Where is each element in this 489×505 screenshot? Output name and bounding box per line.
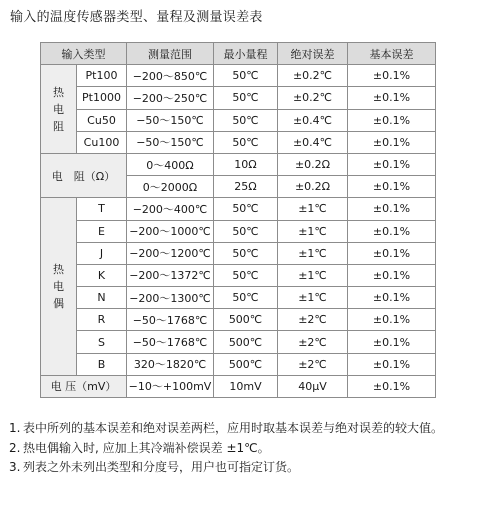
cell-range: −50～150℃ (127, 131, 214, 153)
group-label-thermocouple (41, 198, 77, 376)
cell-min-span: 10mV (214, 375, 278, 397)
cell-type: R (77, 309, 127, 331)
cell-min-span: 50℃ (214, 264, 278, 286)
cell-type: B (77, 353, 127, 375)
cell-abs-error: ±1℃ (278, 264, 348, 286)
cell-range: 0～2000Ω (127, 176, 214, 198)
cell-min-span: 10Ω (214, 153, 278, 175)
cell-basic-error: ±0.1% (348, 131, 436, 153)
group-label-resistance: 电 阻（Ω） (41, 153, 127, 197)
table-row (41, 375, 436, 397)
cell-range: −200～850℃ (127, 65, 214, 87)
header-basic-error: 基本误差 (348, 43, 436, 65)
cell-abs-error: ±0.2Ω (278, 176, 348, 198)
cell-type: J (77, 242, 127, 264)
cell-range: −50～150℃ (127, 109, 214, 131)
note-number: 1. (9, 421, 21, 435)
note-text: 表中所列的基本误差和绝对误差两栏，应用时取基本误差与绝对误差的较大值。 (23, 421, 444, 435)
cell-type: S (77, 331, 127, 353)
cell-abs-error: ±0.2℃ (278, 87, 348, 109)
cell-basic-error: ±0.1% (348, 353, 436, 375)
notes-list (9, 419, 484, 478)
cell-min-span: 500℃ (214, 331, 278, 353)
cell-abs-error: ±2℃ (278, 353, 348, 375)
cell-range: −50～1768℃ (127, 309, 214, 331)
table-row (41, 198, 436, 220)
cell-basic-error: ±0.1% (348, 264, 436, 286)
header-input-type: 输入类型 (41, 43, 127, 65)
cell-abs-error: ±2℃ (278, 331, 348, 353)
cell-basic-error: ±0.1% (348, 220, 436, 242)
table-row (41, 287, 436, 309)
cell-type: Cu50 (77, 109, 127, 131)
cell-abs-error: ±0.4℃ (278, 131, 348, 153)
table-row (41, 331, 436, 353)
cell-type: T (77, 198, 127, 220)
note-item (9, 439, 484, 459)
cell-type: K (77, 264, 127, 286)
cell-range: −50～1768℃ (127, 331, 214, 353)
cell-abs-error: ±0.4℃ (278, 109, 348, 131)
cell-range: −200～400℃ (127, 198, 214, 220)
cell-range: −10～+100mV (127, 375, 214, 397)
cell-abs-error: ±1℃ (278, 220, 348, 242)
cell-type: Pt100 (77, 65, 127, 87)
cell-min-span: 500℃ (214, 353, 278, 375)
page-title: 输入的温度传感器类型、量程及测量误差表 (10, 10, 263, 25)
cell-type: Pt1000 (77, 87, 127, 109)
cell-basic-error: ±0.1% (348, 87, 436, 109)
cell-basic-error: ±0.1% (348, 331, 436, 353)
cell-range: −200～250℃ (127, 87, 214, 109)
group-label-text: 热 电 偶 (53, 263, 64, 311)
cell-abs-error: ±1℃ (278, 287, 348, 309)
table-header-row (41, 43, 436, 65)
note-number: 2. (9, 440, 21, 455)
cell-abs-error: 40μV (278, 375, 348, 397)
header-min-span: 最小量程 (214, 43, 278, 65)
cell-min-span: 500℃ (214, 309, 278, 331)
cell-type: E (77, 220, 127, 242)
sensor-spec-table (40, 42, 436, 398)
cell-type: Cu100 (77, 131, 127, 153)
header-abs-error: 绝对误差 (278, 43, 348, 65)
cell-min-span: 50℃ (214, 109, 278, 131)
cell-min-span: 50℃ (214, 198, 278, 220)
table-row (41, 153, 436, 175)
table-row (41, 353, 436, 375)
table-row (41, 242, 436, 264)
cell-basic-error: ±0.1% (348, 198, 436, 220)
cell-basic-error: ±0.1% (348, 375, 436, 397)
table-row (41, 87, 436, 109)
cell-basic-error: ±0.1% (348, 65, 436, 87)
note-text: 列表之外未列出类型和分度号，用户也可指定订货。 (23, 460, 300, 474)
cell-min-span: 50℃ (214, 87, 278, 109)
cell-min-span: 25Ω (214, 176, 278, 198)
cell-range: 0～400Ω (127, 153, 214, 175)
cell-range: 320～1820℃ (127, 353, 214, 375)
cell-type: N (77, 287, 127, 309)
note-number: 3. (9, 460, 21, 474)
table-row (41, 264, 436, 286)
group-label-text: 热 电 阻 (53, 85, 64, 133)
cell-basic-error: ±0.1% (348, 176, 436, 198)
cell-range: −200～1200℃ (127, 242, 214, 264)
cell-min-span: 50℃ (214, 287, 278, 309)
group-label-voltage: 电 压（mV） (41, 375, 127, 397)
header-range: 测量范围 (127, 43, 214, 65)
cell-basic-error: ±0.1% (348, 109, 436, 131)
cell-abs-error: ±0.2℃ (278, 65, 348, 87)
cell-min-span: 50℃ (214, 220, 278, 242)
table-row (41, 220, 436, 242)
cell-min-span: 50℃ (214, 131, 278, 153)
cell-basic-error: ±0.1% (348, 309, 436, 331)
note-item (9, 419, 484, 439)
table-row (41, 65, 436, 87)
cell-range: −200～1000℃ (127, 220, 214, 242)
table-row (41, 309, 436, 331)
cell-min-span: 50℃ (214, 242, 278, 264)
cell-basic-error: ±0.1% (348, 153, 436, 175)
cell-min-span: 50℃ (214, 65, 278, 87)
cell-abs-error: ±1℃ (278, 242, 348, 264)
cell-abs-error: ±2℃ (278, 309, 348, 331)
note-text: 热电偶输入时, 应加上其冷端补偿误差 ±1℃。 (23, 440, 270, 455)
cell-range: −200～1372℃ (127, 264, 214, 286)
table-row (41, 109, 436, 131)
table-row (41, 131, 436, 153)
cell-abs-error: ±1℃ (278, 198, 348, 220)
cell-basic-error: ±0.1% (348, 287, 436, 309)
note-item (9, 458, 484, 478)
cell-range: −200～1300℃ (127, 287, 214, 309)
group-label-rtd (41, 65, 77, 154)
cell-basic-error: ±0.1% (348, 242, 436, 264)
cell-abs-error: ±0.2Ω (278, 153, 348, 175)
